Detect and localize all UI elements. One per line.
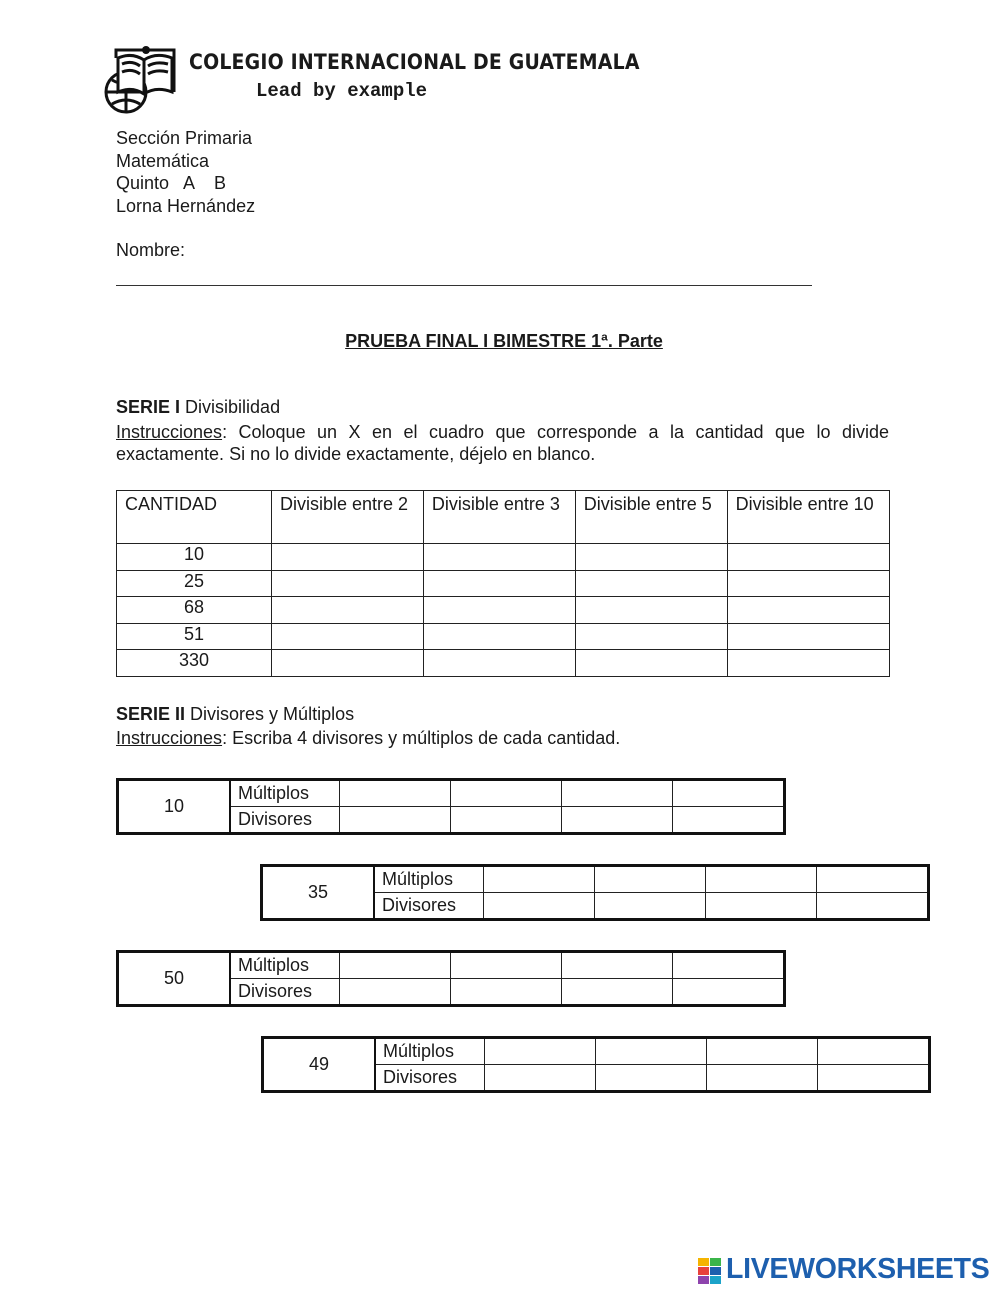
check-cell[interactable] <box>727 623 889 650</box>
answer-cell[interactable] <box>451 807 562 834</box>
multiples-label: Múltiplos <box>230 780 340 807</box>
check-cell[interactable] <box>575 544 727 571</box>
answer-cell[interactable] <box>673 780 785 807</box>
check-cell[interactable] <box>575 623 727 650</box>
table-row <box>117 650 890 677</box>
divisors-label: Divisores <box>230 979 340 1006</box>
divisors-label: Divisores <box>230 807 340 834</box>
name-input-line[interactable] <box>116 285 812 286</box>
liveworksheets-brand: LIVEWORKSHEETS <box>726 1253 990 1285</box>
answer-cell[interactable] <box>707 1065 818 1092</box>
serie1-instr-text: : Coloque un X en el cuadro que corresponde a la cantidad que lo divide exactamente. Si no lo divide exactamente, déjelo en blanco. <box>116 422 889 464</box>
answer-cell[interactable] <box>340 807 451 834</box>
header-div2: Divisible entre 2 <box>272 491 424 544</box>
answer-cell[interactable] <box>562 952 673 979</box>
liveworksheets-logo-icon <box>698 1256 722 1286</box>
table-row <box>117 544 890 571</box>
grade-text: Quinto A B <box>116 173 227 193</box>
serie1-instr-label: Instrucciones <box>116 422 223 442</box>
table-row <box>117 623 890 650</box>
answer-cell[interactable] <box>451 952 562 979</box>
multiples-row <box>263 1038 930 1065</box>
number-cell: 50 <box>118 952 231 1006</box>
divisors-label: Divisores <box>375 1065 485 1092</box>
answer-cell[interactable] <box>596 1065 707 1092</box>
divisors-label: Divisores <box>374 893 484 920</box>
serie2-topic: Divisores y Múltiplos <box>190 704 355 724</box>
answer-cell[interactable] <box>818 1065 930 1092</box>
serie1-instructions <box>116 421 889 465</box>
multiples-table-50 <box>116 950 786 1007</box>
check-cell[interactable] <box>727 650 889 677</box>
multiples-label: Múltiplos <box>375 1038 485 1065</box>
multiples-row <box>262 866 929 893</box>
check-cell[interactable] <box>727 570 889 597</box>
divisibility-table <box>116 490 890 677</box>
multiples-table-49 <box>261 1036 931 1093</box>
quantity-cell: 51 <box>117 623 272 650</box>
answer-cell[interactable] <box>706 893 817 920</box>
answer-cell[interactable] <box>484 893 595 920</box>
exam-title: PRUEBA FINAL I BIMESTRE 1ª. Parte <box>345 331 663 351</box>
check-cell[interactable] <box>575 597 727 624</box>
answer-cell[interactable] <box>562 807 673 834</box>
info-block <box>116 127 255 217</box>
answer-cell[interactable] <box>340 952 451 979</box>
number-cell: 49 <box>263 1038 376 1092</box>
answer-cell[interactable] <box>595 893 706 920</box>
header-div10: Divisible entre 10 <box>727 491 889 544</box>
header-div3: Divisible entre 3 <box>423 491 575 544</box>
answer-cell[interactable] <box>707 1038 818 1065</box>
answer-cell[interactable] <box>485 1038 596 1065</box>
check-cell[interactable] <box>423 623 575 650</box>
serie1-heading <box>116 397 280 418</box>
table-row <box>117 597 890 624</box>
check-cell[interactable] <box>272 650 424 677</box>
subject-text: Matemática <box>116 150 210 171</box>
multiples-row <box>118 952 785 979</box>
header-div5: Divisible entre 5 <box>575 491 727 544</box>
answer-cell[interactable] <box>817 893 929 920</box>
school-crest-icon <box>100 44 180 114</box>
quantity-cell: 68 <box>117 597 272 624</box>
check-cell[interactable] <box>727 544 889 571</box>
answer-cell[interactable] <box>673 807 785 834</box>
answer-cell[interactable] <box>818 1038 930 1065</box>
quantity-cell: 25 <box>117 570 272 597</box>
check-cell[interactable] <box>575 650 727 677</box>
answer-cell[interactable] <box>673 979 785 1006</box>
serie1-label: SERIE I <box>116 397 181 417</box>
section-text: Sección Primaria <box>116 128 253 148</box>
check-cell[interactable] <box>727 597 889 624</box>
check-cell[interactable] <box>272 623 424 650</box>
multiples-label: Múltiplos <box>374 866 484 893</box>
number-cell: 35 <box>262 866 375 920</box>
check-cell[interactable] <box>575 570 727 597</box>
check-cell[interactable] <box>272 597 424 624</box>
serie1-topic: Divisibilidad <box>185 397 281 417</box>
multiples-table-35 <box>260 864 930 921</box>
answer-cell[interactable] <box>340 780 451 807</box>
answer-cell[interactable] <box>451 979 562 1006</box>
school-name: COLEGIO INTERNACIONAL DE GUATEMALA <box>189 50 640 74</box>
check-cell[interactable] <box>272 570 424 597</box>
answer-cell[interactable] <box>562 979 673 1006</box>
answer-cell[interactable] <box>706 866 817 893</box>
name-label: Nombre: <box>116 240 186 260</box>
quantity-cell: 10 <box>117 544 272 571</box>
check-cell[interactable] <box>423 597 575 624</box>
teacher-text: Lorna Hernández <box>116 195 256 216</box>
answer-cell[interactable] <box>596 1038 707 1065</box>
check-cell[interactable] <box>423 544 575 571</box>
multiples-label: Múltiplos <box>230 952 340 979</box>
answer-cell[interactable] <box>562 780 673 807</box>
table-header-row <box>117 491 890 544</box>
serie2-heading <box>116 704 354 725</box>
quantity-cell: 330 <box>117 650 272 677</box>
answer-cell[interactable] <box>451 780 562 807</box>
multiples-row <box>118 780 785 807</box>
table-row <box>117 570 890 597</box>
answer-cell[interactable] <box>485 1065 596 1092</box>
serie2-instr-label: Instrucciones <box>116 728 223 748</box>
serie2-instructions <box>116 727 889 749</box>
serie2-label: SERIE II <box>116 704 186 724</box>
school-motto: Lead by example <box>256 80 428 102</box>
number-cell: 10 <box>118 780 231 834</box>
answer-cell[interactable] <box>817 866 929 893</box>
multiples-table-10 <box>116 778 786 835</box>
answer-cell[interactable] <box>340 979 451 1006</box>
check-cell[interactable] <box>272 544 424 571</box>
check-cell[interactable] <box>423 650 575 677</box>
check-cell[interactable] <box>423 570 575 597</box>
answer-cell[interactable] <box>595 866 706 893</box>
answer-cell[interactable] <box>484 866 595 893</box>
header-cantidad: CANTIDAD <box>117 491 272 544</box>
serie2-instr-text: : Escriba 4 divisores y múltiplos de cada cantidad. <box>222 728 621 748</box>
answer-cell[interactable] <box>673 952 785 979</box>
